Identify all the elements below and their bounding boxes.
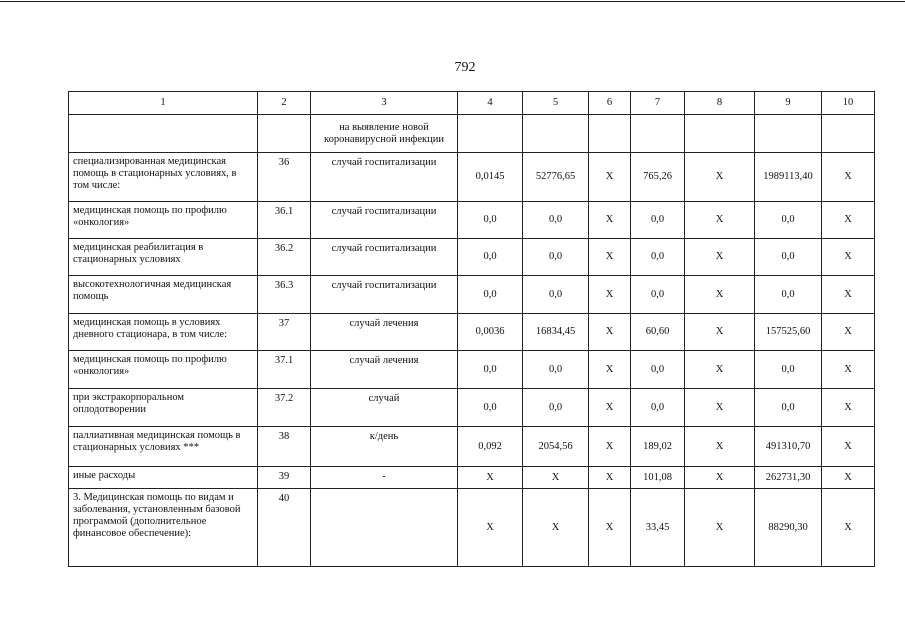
row-code-cell: 36 bbox=[258, 153, 311, 202]
row-value-cell: Х bbox=[685, 489, 755, 567]
row-value-cell: 101,08 bbox=[631, 467, 685, 489]
row-value-cell: 0,0145 bbox=[458, 153, 523, 202]
row-value-cell: Х bbox=[822, 153, 875, 202]
column-header: 6 bbox=[589, 92, 631, 115]
row-value-cell: 0,0 bbox=[755, 389, 822, 427]
column-header: 1 bbox=[69, 92, 258, 115]
row-code-cell: 36.3 bbox=[258, 276, 311, 314]
row-value-cell: 157525,60 bbox=[755, 314, 822, 351]
row-value-cell: 0,0 bbox=[755, 351, 822, 389]
table-row bbox=[69, 389, 875, 427]
empty-cell bbox=[458, 115, 523, 153]
page-number: 792 bbox=[454, 60, 476, 75]
row-code-cell: 36.1 bbox=[258, 202, 311, 239]
row-value-cell: 0,0 bbox=[523, 276, 589, 314]
row-value-cell: Х bbox=[685, 314, 755, 351]
row-unit-cell: к/день bbox=[311, 427, 458, 467]
row-value-cell: Х bbox=[685, 351, 755, 389]
row-unit-cell: случай bbox=[311, 389, 458, 427]
row-value-cell: Х bbox=[685, 239, 755, 276]
column-header: 4 bbox=[458, 92, 523, 115]
row-value-cell: Х bbox=[685, 389, 755, 427]
row-code-cell: 36.2 bbox=[258, 239, 311, 276]
table-row bbox=[69, 202, 875, 239]
column-header: 2 bbox=[258, 92, 311, 115]
column-header: 8 bbox=[685, 92, 755, 115]
row-value-cell: 60,60 bbox=[631, 314, 685, 351]
row-value-cell: 0,0 bbox=[458, 202, 523, 239]
row-name-cell: специализированная медицинская помощь в стационарных условиях, в том числе: bbox=[69, 153, 258, 202]
row-value-cell: Х bbox=[685, 467, 755, 489]
row-value-cell: 0,0 bbox=[631, 239, 685, 276]
row-value-cell: 0,0 bbox=[755, 239, 822, 276]
row-value-cell: 0,0 bbox=[523, 239, 589, 276]
row-value-cell: Х bbox=[685, 427, 755, 467]
row-value-cell: Х bbox=[589, 239, 631, 276]
row-code-cell: 37.1 bbox=[258, 351, 311, 389]
empty-cell bbox=[685, 115, 755, 153]
row-code-cell: 39 bbox=[258, 467, 311, 489]
row-value-cell: Х bbox=[589, 427, 631, 467]
row-value-cell: 1989113,40 bbox=[755, 153, 822, 202]
row-name-cell: паллиативная медицинская помощь в стационарных условиях *** bbox=[69, 427, 258, 467]
row-code-cell: 40 bbox=[258, 489, 311, 567]
column-number-row bbox=[69, 92, 875, 115]
empty-cell bbox=[523, 115, 589, 153]
row-unit-cell: случай госпитализации bbox=[311, 153, 458, 202]
row-value-cell: 0,0 bbox=[755, 276, 822, 314]
row-value-cell: Х bbox=[822, 427, 875, 467]
row-value-cell: 0,0036 bbox=[458, 314, 523, 351]
row-value-cell: Х bbox=[589, 276, 631, 314]
row-value-cell: Х bbox=[685, 276, 755, 314]
table-row bbox=[69, 314, 875, 351]
row-value-cell: Х bbox=[589, 467, 631, 489]
row-value-cell: 491310,70 bbox=[755, 427, 822, 467]
column-header: 3 bbox=[311, 92, 458, 115]
row-value-cell: Х bbox=[589, 202, 631, 239]
row-value-cell: Х bbox=[822, 276, 875, 314]
row-name-cell: медицинская реабилитация в стационарных условиях bbox=[69, 239, 258, 276]
row-value-cell: 0,092 bbox=[458, 427, 523, 467]
row-value-cell: Х bbox=[822, 489, 875, 567]
row-value-cell: Х bbox=[589, 314, 631, 351]
row-value-cell: 0,0 bbox=[458, 276, 523, 314]
row-name-cell: иные расходы bbox=[69, 467, 258, 489]
row-unit-cell: случай лечения bbox=[311, 351, 458, 389]
subheader-row bbox=[69, 115, 875, 153]
row-value-cell: 0,0 bbox=[631, 202, 685, 239]
row-value-cell: Х bbox=[822, 467, 875, 489]
row-value-cell: 88290,30 bbox=[755, 489, 822, 567]
row-value-cell: Х bbox=[458, 467, 523, 489]
row-value-cell: 0,0 bbox=[631, 276, 685, 314]
column-header: 10 bbox=[822, 92, 875, 115]
table-row bbox=[69, 276, 875, 314]
row-value-cell: Х bbox=[589, 489, 631, 567]
row-code-cell: 37.2 bbox=[258, 389, 311, 427]
row-value-cell: 0,0 bbox=[458, 239, 523, 276]
row-unit-cell bbox=[311, 489, 458, 567]
table-row bbox=[69, 153, 875, 202]
row-value-cell: Х bbox=[822, 202, 875, 239]
row-value-cell: 0,0 bbox=[458, 351, 523, 389]
row-unit-cell: случай госпитализации bbox=[311, 202, 458, 239]
empty-cell bbox=[258, 115, 311, 153]
row-value-cell: Х bbox=[589, 153, 631, 202]
row-name-cell: высокотехнологичная медицинская помощь bbox=[69, 276, 258, 314]
column-header: 5 bbox=[523, 92, 589, 115]
table-row bbox=[69, 427, 875, 467]
row-value-cell: 0,0 bbox=[523, 202, 589, 239]
row-value-cell: Х bbox=[589, 351, 631, 389]
row-value-cell: Х bbox=[822, 389, 875, 427]
row-name-cell: медицинская помощь по профилю «онкология» bbox=[69, 351, 258, 389]
table-row bbox=[69, 239, 875, 276]
table-row bbox=[69, 467, 875, 489]
row-value-cell: 0,0 bbox=[458, 389, 523, 427]
row-value-cell: 189,02 bbox=[631, 427, 685, 467]
row-value-cell: 0,0 bbox=[523, 351, 589, 389]
empty-cell bbox=[69, 115, 258, 153]
row-value-cell: Х bbox=[523, 467, 589, 489]
row-value-cell: Х bbox=[822, 351, 875, 389]
row-value-cell: Х bbox=[458, 489, 523, 567]
row-code-cell: 38 bbox=[258, 427, 311, 467]
empty-cell bbox=[589, 115, 631, 153]
column-header: 7 bbox=[631, 92, 685, 115]
row-value-cell: 16834,45 bbox=[523, 314, 589, 351]
row-value-cell: 52776,65 bbox=[523, 153, 589, 202]
row-value-cell: 0,0 bbox=[523, 389, 589, 427]
table-body bbox=[69, 153, 875, 567]
row-name-cell: медицинская помощь по профилю «онкология» bbox=[69, 202, 258, 239]
row-code-cell: 37 bbox=[258, 314, 311, 351]
row-unit-cell: случай госпитализации bbox=[311, 276, 458, 314]
row-name-cell: 3. Медицинская помощь по видам и заболевания, установленным базовой программой (дополнительное финансовое обеспечение): bbox=[69, 489, 258, 567]
top-rule bbox=[0, 1, 905, 2]
row-value-cell: Х bbox=[685, 202, 755, 239]
row-value-cell: Х bbox=[523, 489, 589, 567]
row-value-cell: Х bbox=[589, 389, 631, 427]
row-name-cell: медицинская помощь в условиях дневного стационара, в том числе: bbox=[69, 314, 258, 351]
empty-cell bbox=[822, 115, 875, 153]
row-value-cell: Х bbox=[685, 153, 755, 202]
row-value-cell: 33,45 bbox=[631, 489, 685, 567]
table-row bbox=[69, 489, 875, 567]
row-name-cell: при экстракорпоральном оплодотворении bbox=[69, 389, 258, 427]
row-value-cell: 0,0 bbox=[755, 202, 822, 239]
row-unit-cell: случай лечения bbox=[311, 314, 458, 351]
column-header: 9 bbox=[755, 92, 822, 115]
data-table bbox=[68, 91, 875, 567]
row-value-cell: 262731,30 bbox=[755, 467, 822, 489]
row-value-cell: 0,0 bbox=[631, 351, 685, 389]
table-row bbox=[69, 351, 875, 389]
row-value-cell: Х bbox=[822, 314, 875, 351]
subheader-unit-cell: на выявление новой коронавирусной инфекции bbox=[311, 115, 458, 153]
row-unit-cell: - bbox=[311, 467, 458, 489]
row-value-cell: 2054,56 bbox=[523, 427, 589, 467]
empty-cell bbox=[755, 115, 822, 153]
empty-cell bbox=[631, 115, 685, 153]
row-value-cell: 765,26 bbox=[631, 153, 685, 202]
row-value-cell: 0,0 bbox=[631, 389, 685, 427]
row-unit-cell: случай госпитализации bbox=[311, 239, 458, 276]
row-value-cell: Х bbox=[822, 239, 875, 276]
